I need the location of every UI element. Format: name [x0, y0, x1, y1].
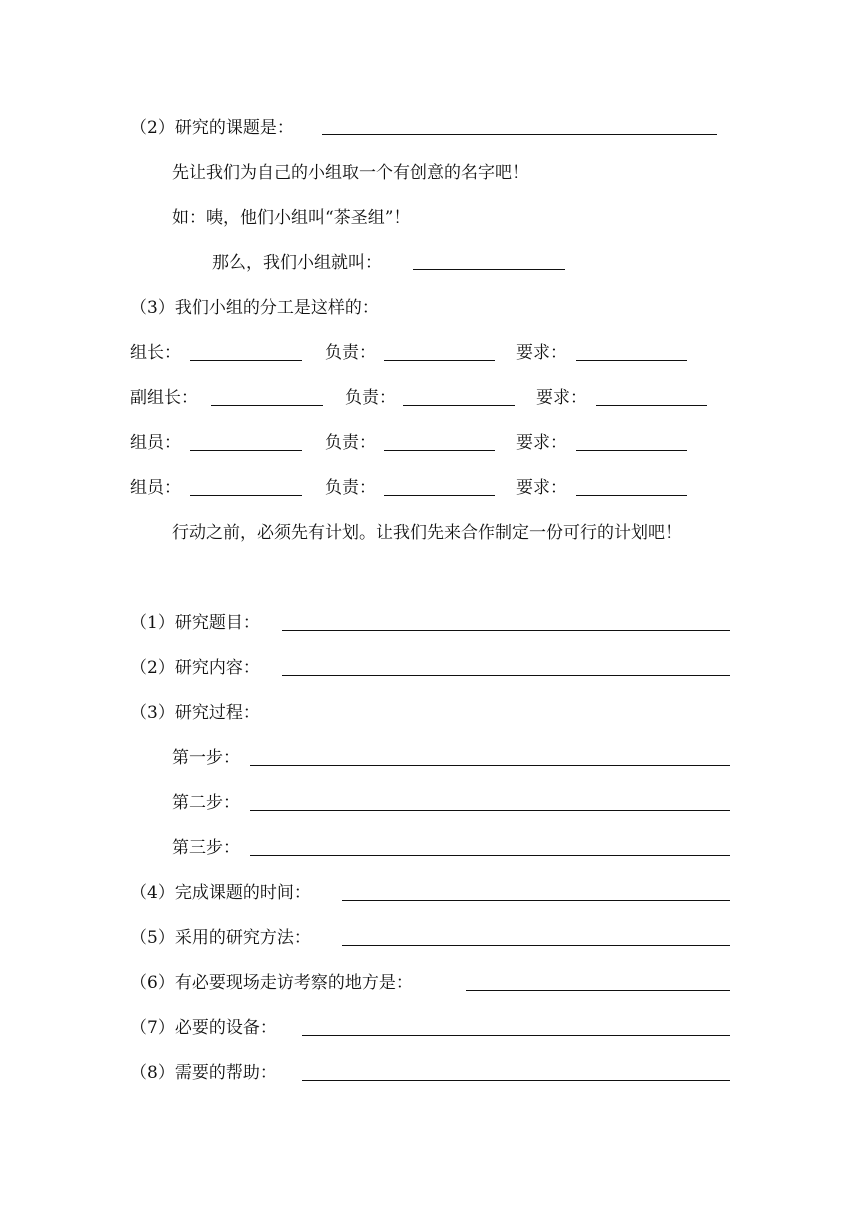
division-title: （3）我们小组的分工是这样的： [130, 298, 379, 318]
duty-label: 负责： [325, 343, 376, 363]
step-two-blank[interactable] [250, 810, 730, 811]
plan-item-method: （5）采用的研究方法： [130, 928, 311, 948]
plan-intro: 行动之前，必须先有计划。让我们先来合作制定一份可行的计划吧！ [172, 523, 682, 543]
topic-blank[interactable] [322, 134, 717, 135]
requirement-label: 要求： [516, 478, 567, 498]
role-blank[interactable] [190, 450, 302, 451]
plan-item-process: （3）研究过程： [130, 703, 260, 723]
naming-example: 如：咦，他们小组叫“茶圣组”！ [172, 208, 411, 228]
plan-item-time: （4）完成课题的时间： [130, 883, 311, 903]
step-three-label: 第三步： [172, 838, 240, 858]
plan-item-content: （2）研究内容： [130, 658, 260, 678]
step-three-blank[interactable] [250, 855, 730, 856]
plan-item-help: （8）需要的帮助： [130, 1063, 277, 1083]
step-two-label: 第二步： [172, 793, 240, 813]
requirement-blank[interactable] [596, 405, 707, 406]
step-one-label: 第一步： [172, 748, 240, 768]
role-label: 组员： [130, 433, 181, 453]
plan-equipment-blank[interactable] [302, 1035, 730, 1036]
plan-visit-blank[interactable] [466, 990, 730, 991]
step-one-blank[interactable] [250, 765, 730, 766]
plan-content-blank[interactable] [282, 675, 730, 676]
role-blank[interactable] [190, 495, 302, 496]
plan-time-blank[interactable] [342, 900, 730, 901]
requirement-blank[interactable] [576, 360, 687, 361]
group-name-blank[interactable] [413, 269, 565, 270]
duty-label: 负责： [325, 478, 376, 498]
plan-item-equipment: （7）必要的设备： [130, 1018, 277, 1038]
duty-label: 负责： [325, 433, 376, 453]
plan-method-blank[interactable] [342, 945, 730, 946]
plan-item-visit: （6）有必要现场走访考察的地方是： [130, 973, 413, 993]
requirement-label: 要求： [516, 433, 567, 453]
role-label: 组员： [130, 478, 181, 498]
plan-title-blank[interactable] [282, 630, 730, 631]
requirement-label: 要求： [536, 388, 587, 408]
role-blank[interactable] [190, 360, 302, 361]
topic-label: （2）研究的课题是： [130, 118, 294, 138]
role-blank[interactable] [211, 405, 323, 406]
duty-blank[interactable] [384, 495, 495, 496]
naming-intro: 先让我们为自己的小组取一个有创意的名字吧！ [172, 163, 529, 183]
role-label: 组长： [130, 343, 181, 363]
role-label: 副组长： [130, 388, 198, 408]
duty-blank[interactable] [384, 450, 495, 451]
requirement-label: 要求： [516, 343, 567, 363]
duty-blank[interactable] [384, 360, 495, 361]
plan-help-blank[interactable] [302, 1080, 730, 1081]
group-name-label: 那么，我们小组就叫： [212, 253, 382, 273]
duty-label: 负责： [345, 388, 396, 408]
plan-item-title: （1）研究题目： [130, 613, 260, 633]
requirement-blank[interactable] [576, 450, 687, 451]
requirement-blank[interactable] [576, 495, 687, 496]
duty-blank[interactable] [403, 405, 515, 406]
